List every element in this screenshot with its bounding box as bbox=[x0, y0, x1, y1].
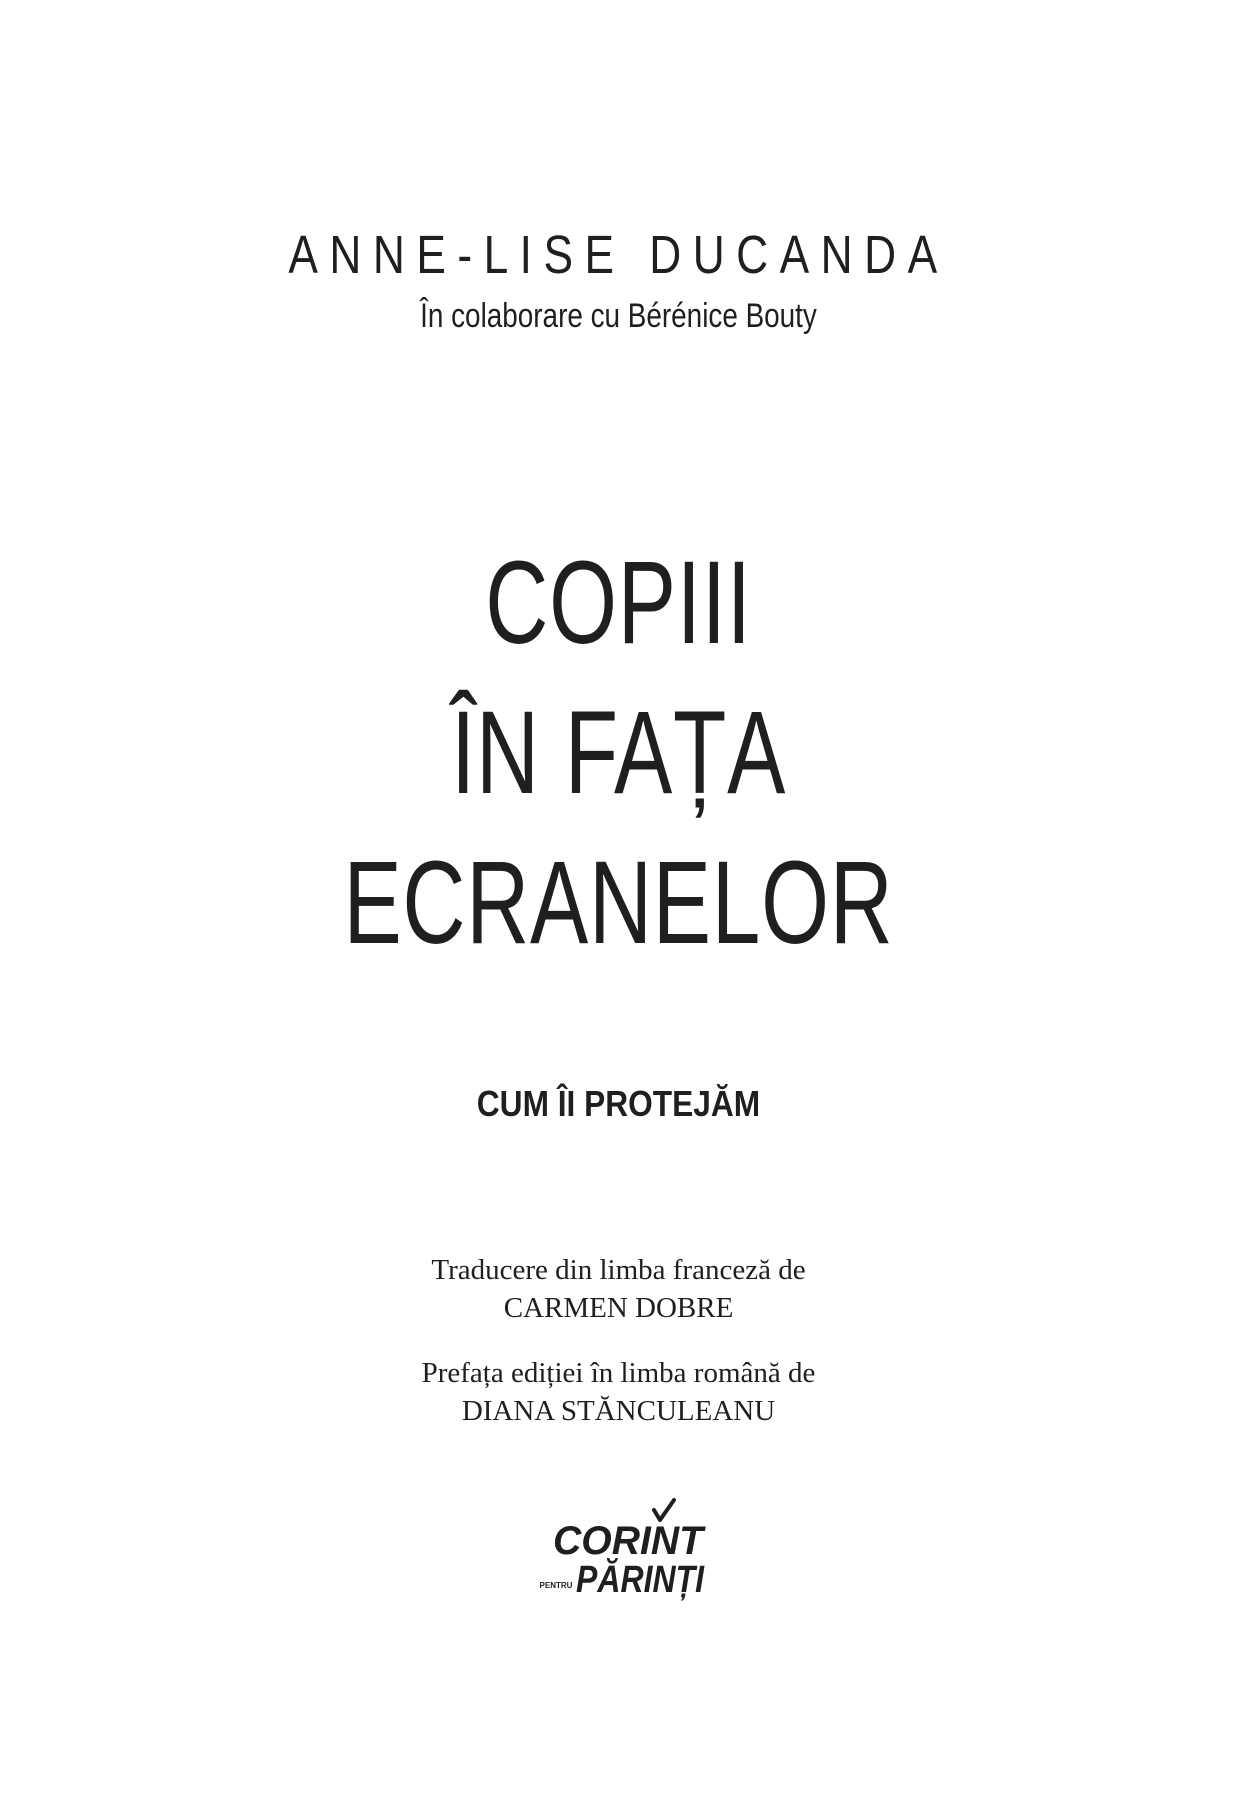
logo-word-corint: CORINT bbox=[553, 1519, 707, 1563]
preface-label: Prefața ediției în limba română de bbox=[421, 1357, 816, 1389]
author-name: ANNE-LISE DUCANDA bbox=[288, 225, 949, 285]
book-subtitle: CUM ÎI PROTEJĂM bbox=[476, 1083, 761, 1124]
translation-label: Traducere din limba franceză de bbox=[431, 1254, 806, 1286]
publisher-logo bbox=[536, 1500, 728, 1601]
book-title-line-2: ÎN FAȚA bbox=[450, 687, 787, 819]
logo-word-parinti: PĂRINȚI bbox=[576, 1559, 728, 1601]
preface-author-name: DIANA STĂNCULEANU bbox=[461, 1395, 776, 1427]
book-title-line-3: ECRANELOR bbox=[343, 837, 894, 969]
book-title-line-1: COPIII bbox=[485, 537, 752, 669]
translator-name: CARMEN DOBRE bbox=[503, 1292, 734, 1324]
checkmark-icon bbox=[654, 1500, 674, 1520]
collaboration-line: În colaborare cu Bérénice Bouty bbox=[420, 297, 817, 335]
logo-small-pentru: PENTRU bbox=[539, 1581, 573, 1590]
